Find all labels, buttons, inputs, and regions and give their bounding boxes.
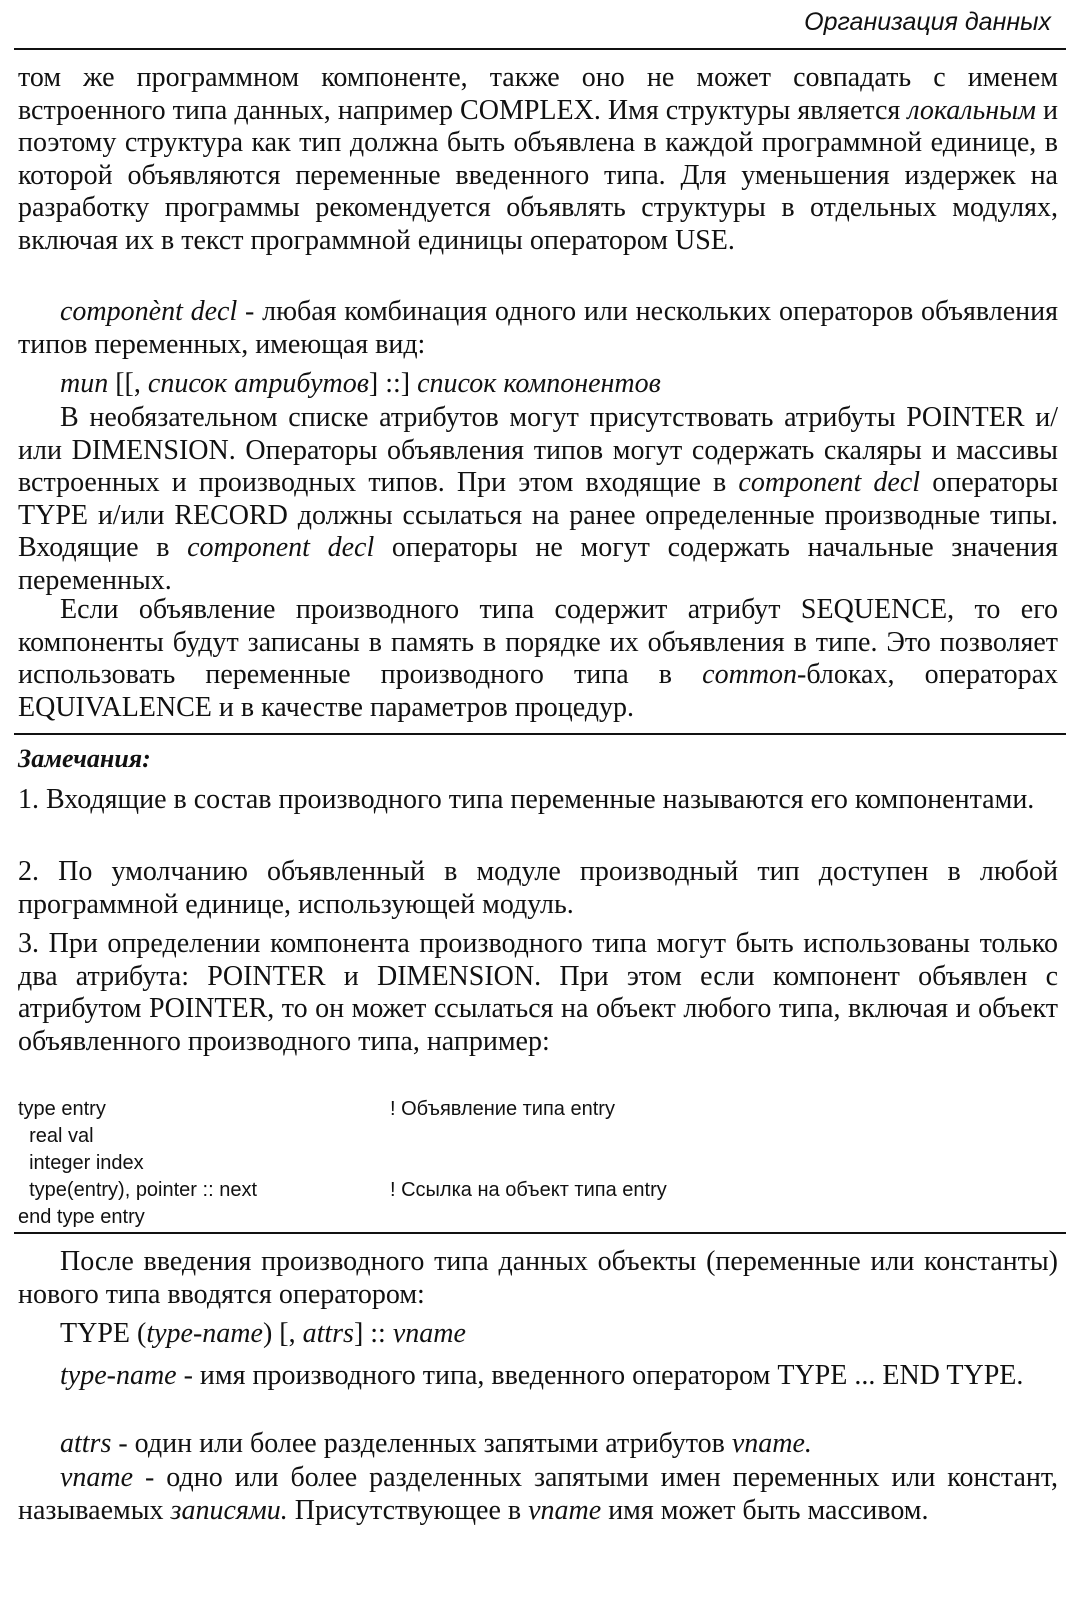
italic-term: type-name [60,1360,177,1391]
text-run: ] :: [353,1318,393,1349]
text-run: Если объявление производного типа содержит атрибут SEQUENCE, то его компоненты будут записаны в память в порядке их объявления в типе. Это позволяет использовать переменные производного типа в [18,594,1058,690]
text-run: имя может быть массивом. [601,1494,929,1526]
code-line [18,1177,1058,1204]
paragraph-9 [18,1428,1058,1461]
code-comment: ! Объявление типа entry [390,1098,615,1120]
italic-term: common [702,659,798,690]
italic-term: тип [60,368,109,399]
code-text: integer index [18,1152,144,1174]
paragraph-10 [18,1462,1058,1527]
italic-term: attrs [302,1318,354,1349]
text-run: ) [, [262,1318,303,1349]
text-run: Присутствующее в [287,1494,529,1526]
note-2: 2. По умолчанию объявленный в модуле производный тип доступен в любой программной единице, использующей модуль. [18,856,1058,920]
text-run: [[, [108,368,148,399]
text-run: - один или более разделенных запятыми атрибутов [111,1428,732,1459]
text-run: и поэтому структура как тип должна быть объявлена в каждой программной единице, в которой объявляются переменные введенного типа. Для уменьшения издержек на разработку программы рекомендуется объявлять структуры в отдельных модулях, включая их в текст программной единицы оператором USE. [18,94,1059,256]
paragraph-1 [18,62,1058,257]
code-line [18,1150,1058,1177]
text-run: том же программном компоненте, также оно не может совпадать с именем встроенного типа данных, например COMPLEX. Имя структуры является [18,62,1058,126]
paragraph-6: После введения производного типа данных объекты (переменные или константы) нового типа вводятся оператором: [18,1246,1058,1310]
italic-term: component decl [738,467,921,498]
italic-term: записями. [170,1494,288,1526]
code-line [18,1123,1058,1150]
text-run: ] ::] [368,368,418,399]
syntax-line [18,368,1058,401]
paragraph-5 [18,594,1058,724]
text-run: -блоках, операторах EQUIVALENCE и в качестве параметров процедур. [18,659,1058,723]
text-run: - одно или более разделенных запятыми имен переменных или констант, называемых [18,1462,1058,1526]
code-comment: ! Ссылка на объект типа entry [390,1179,667,1201]
code-line [18,1204,1058,1231]
italic-term: локальным [907,94,1036,126]
code-line [18,1096,1058,1123]
code-text: end type entry [18,1206,145,1228]
paragraph-2 [18,296,1058,361]
text-run: TYPE ( [60,1318,147,1349]
note-3: 3. При определении компонента производного типа могут быть использованы только два атрибута: POINTER и DIMENSION. При этом если компонент объявлен с атрибутом POINTER, то он может ссылаться на объект любого типа, включая и объект объявленного производного типа, например: [18,928,1058,1057]
text-run: - любая комбинация одного или нескольких операторов объявления типов переменных, имеющая вид: [18,296,1058,360]
header-rule [14,48,1066,50]
code-text: type(entry), pointer :: next [18,1179,257,1201]
text-run: операторы TYPE и/или RECORD должны ссылаться на ранее определенные производные типы. Входящие в [18,467,1059,563]
syntax-line-type [18,1318,1058,1351]
italic-term: vname [528,1494,602,1526]
italic-term: vname [60,1462,134,1493]
running-head: Организация данных [804,8,1051,36]
code-text: type entry [18,1098,106,1120]
italic-term: список компонентов [417,368,661,399]
text-run: В необязательном списке атрибутов могут присутствовать атрибуты POINTER и/или DIMENSION. Операторы объявления типов могут содержать скаляры и массивы встроенных и производных типов. При этом входящие в [18,402,1058,498]
code-text: real val [18,1125,94,1147]
code-example [18,1096,1058,1231]
text-run: - имя производного типа, введенного оператором TYPE ... END TYPE. [176,1360,1024,1391]
italic-term: componènt decl [60,296,238,327]
notes-title: Замечания: [18,744,151,773]
notes-bottom-rule [14,1232,1066,1234]
italic-term: список атрибутов [147,368,369,399]
italic-term: vname [392,1318,466,1349]
italic-term: vname. [731,1428,812,1459]
italic-term: component decl [187,532,375,563]
italic-term: type-name [146,1318,263,1349]
note-1: 1. Входящие в состав производного типа переменные называются его компонентами. [18,784,1035,815]
paragraph-8 [18,1360,1058,1393]
text-run: операторы не могут содержать начальные значения переменных. [18,532,1058,596]
paragraph-4 [18,402,1058,597]
notes-top-rule [14,733,1066,735]
italic-term: attrs [60,1428,112,1459]
